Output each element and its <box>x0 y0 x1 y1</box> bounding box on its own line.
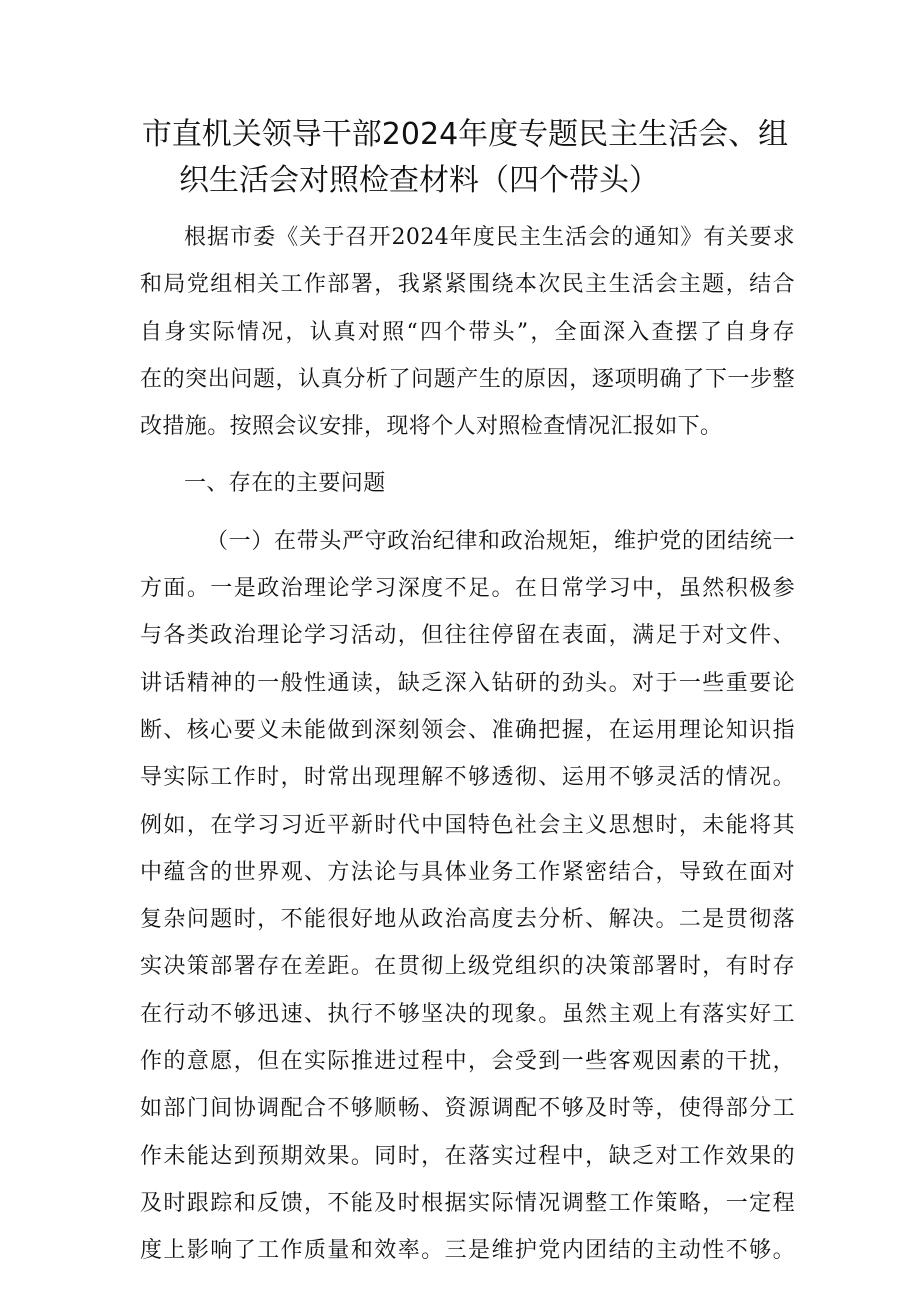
intro-line: 和局党组相关工作部署，我紧紧围绕本次民主生活会主题，结合 <box>140 272 795 298</box>
intro-paragraph <box>140 214 795 450</box>
paragraph-line: 中蕴含的世界观、方法论与具体业务工作紧密结合，导致在面对 <box>140 859 795 885</box>
title-line-2: 织生活会对照检查材料（四个带头） <box>179 163 659 198</box>
section-heading: 一、存在的主要问题 <box>184 471 386 497</box>
paragraph-line: 方面。一是政治理论学习深度不足。在日常学习中，虽然积极参 <box>140 576 795 602</box>
paragraph-line: 例如，在学习习近平新时代中国特色社会主义思想时，未能将其 <box>140 812 795 838</box>
paragraph-line: 断、核心要义未能做到深刻领会、准确把握，在运用理论知识指 <box>140 717 795 743</box>
document-title <box>125 112 805 204</box>
paragraph-line: 复杂问题时，不能很好地从政治高度去分析、解决。二是贯彻落 <box>140 907 795 933</box>
paragraph-line: 作未能达到预期效果。同时，在落实过程中，缺乏对工作效果的 <box>140 1143 795 1169</box>
paragraph-line: 及时跟踪和反馈，不能及时根据实际情况调整工作策略，一定程 <box>140 1190 795 1216</box>
paragraph-line: 导实际工作时，时常出现理解不够透彻、运用不够灵活的情况。 <box>140 765 795 791</box>
paragraph-line: （一）在带头严守政治纪律和政治规矩，维护党的团结统一 <box>206 528 795 554</box>
document-body <box>140 214 795 1275</box>
intro-line: 在的突出问题，认真分析了问题产生的原因，逐项明确了下一步整 <box>140 366 795 392</box>
intro-line: 自身实际情况，认真对照“四个带头”，全面深入查摆了自身存 <box>140 319 795 345</box>
paragraph-line: 如部门间协调配合不够顺畅、资源调配不够及时等，使得部分工 <box>140 1096 795 1122</box>
paragraph-line: 度上影响了工作质量和效率。三是维护党内团结的主动性不够。 <box>140 1238 795 1264</box>
paragraph-line: 与各类政治理论学习活动，但往往停留在表面，满足于对文件、 <box>140 623 795 649</box>
paragraph-line: 实决策部署存在差距。在贯彻上级党组织的决策部署时，有时存 <box>140 954 795 980</box>
body-paragraph <box>140 518 795 1275</box>
intro-line: 改措施。按照会议安排，现将个人对照检查情况汇报如下。 <box>140 414 723 440</box>
paragraph-line: 讲话精神的一般性通读，缺乏深入钻研的劲头。对于一些重要论 <box>140 670 795 696</box>
paragraph-line: 在行动不够迅速、执行不够坚决的现象。虽然主观上有落实好工 <box>140 1001 795 1027</box>
paragraph-line: 作的意愿，但在实际推进过程中，会受到一些客观因素的干扰， <box>140 1049 795 1075</box>
title-line-1: 市直机关领导干部2024年度专题民主生活会、组 <box>141 117 789 152</box>
intro-line: 根据市委《关于召开2024年度民主生活会的通知》有关要求 <box>184 225 795 250</box>
